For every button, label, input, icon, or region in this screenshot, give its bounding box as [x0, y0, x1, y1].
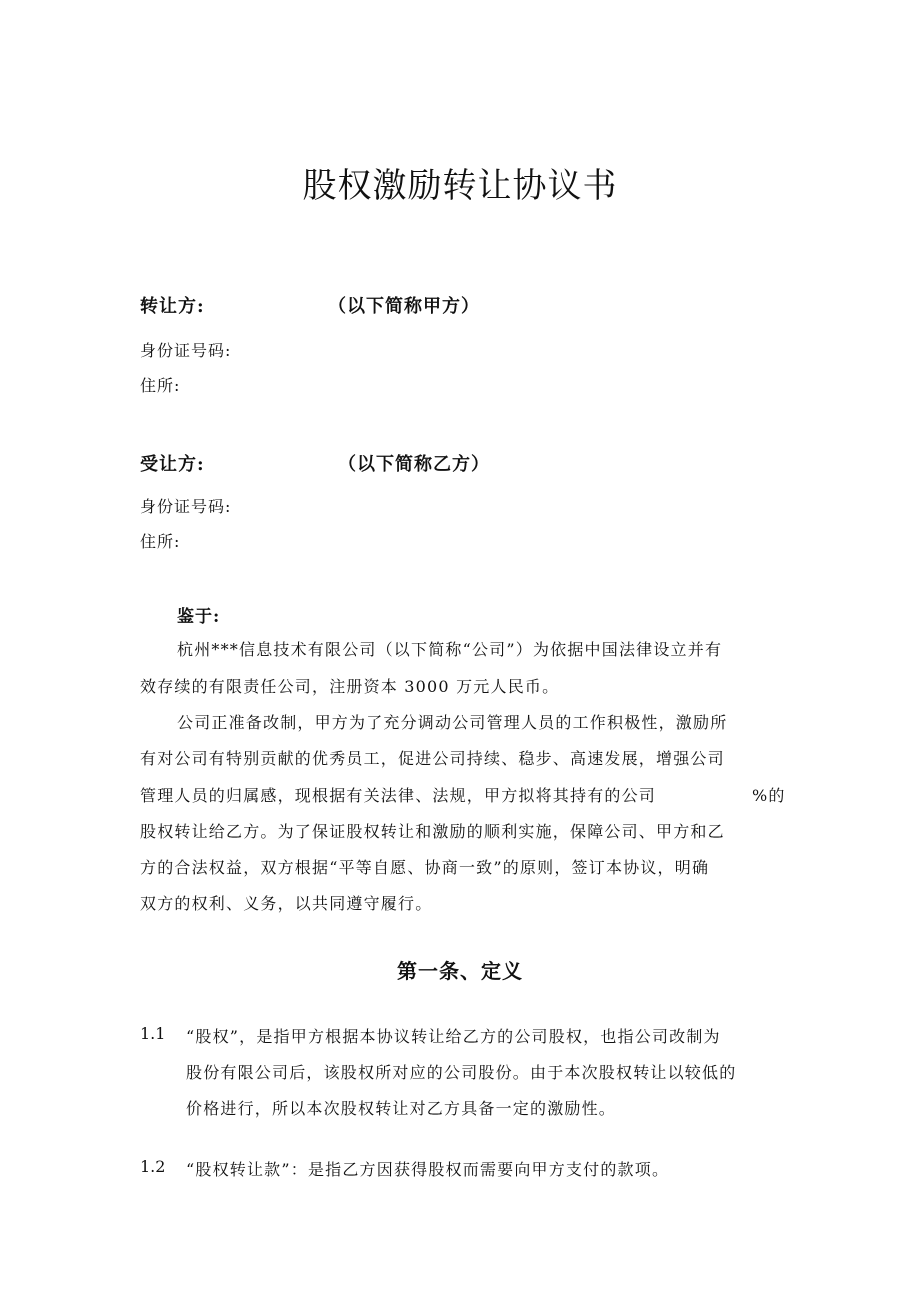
item-1-1-line3: 价格进行，所以本次股权转让对乙方具备一定的激励性。: [186, 1099, 617, 1118]
item-1-1-line1: “股权”，是指甲方根据本协议转让给乙方的公司股权，也指公司改制为: [186, 1027, 721, 1046]
share-percentage-suffix: %的: [752, 786, 786, 805]
whereas-para1-line2: 效存续的有限责任公司，注册资本 3000 万元人民币。: [140, 677, 560, 696]
transferee-label: 受让方:: [140, 454, 205, 475]
transferor-address-label: 住所:: [140, 376, 181, 395]
transferor-id-label: 身份证号码:: [140, 341, 232, 360]
whereas-label: 鉴于:: [177, 607, 221, 627]
document-title: 股权激励转让协议书: [302, 166, 618, 206]
article1-heading: 第一条、定义: [397, 959, 523, 983]
whereas-para1-line1: 杭州***信息技术有限公司（以下简称“公司”）为依据中国法律设立并有: [177, 640, 723, 659]
whereas-para2-line3: 管理人员的归属感，现根据有关法律、法规，甲方拟将其持有的公司: [140, 786, 657, 805]
transferee-id-label: 身份证号码:: [140, 497, 232, 516]
transferee-address-label: 住所:: [140, 532, 181, 551]
item-1-1-line2: 股份有限公司后，该股权所对应的公司股份。由于本次股权转让以较低的: [186, 1063, 737, 1082]
whereas-para2-line1: 公司正准备改制，甲方为了充分调动公司管理人员的工作积极性，激励所: [177, 713, 728, 732]
transferor-label: 转让方:: [140, 296, 205, 317]
item-number: 1.2: [140, 1157, 166, 1176]
whereas-para2-line6: 双方的权利、义务，以共同遵守履行。: [140, 894, 433, 913]
whereas-para2-line2: 有对公司有特别贡献的优秀员工，促进公司持续、稳步、高速发展，增强公司: [140, 749, 725, 768]
whereas-para2-line4: 股权转让给乙方。为了保证股权转让和激励的顺利实施，保障公司、甲方和乙: [140, 822, 725, 841]
item-1-2-line1: “股权转让款”：是指乙方因获得股权而需要向甲方支付的款项。: [186, 1160, 670, 1179]
transferor-note: （以下简称甲方）: [328, 296, 480, 317]
item-number: 1.1: [140, 1024, 166, 1043]
whereas-para2-line5: 方的合法权益，双方根据“平等自愿、协商一致”的原则，签订本协议，明确: [140, 858, 710, 877]
transferee-note: （以下简称乙方）: [338, 454, 490, 475]
